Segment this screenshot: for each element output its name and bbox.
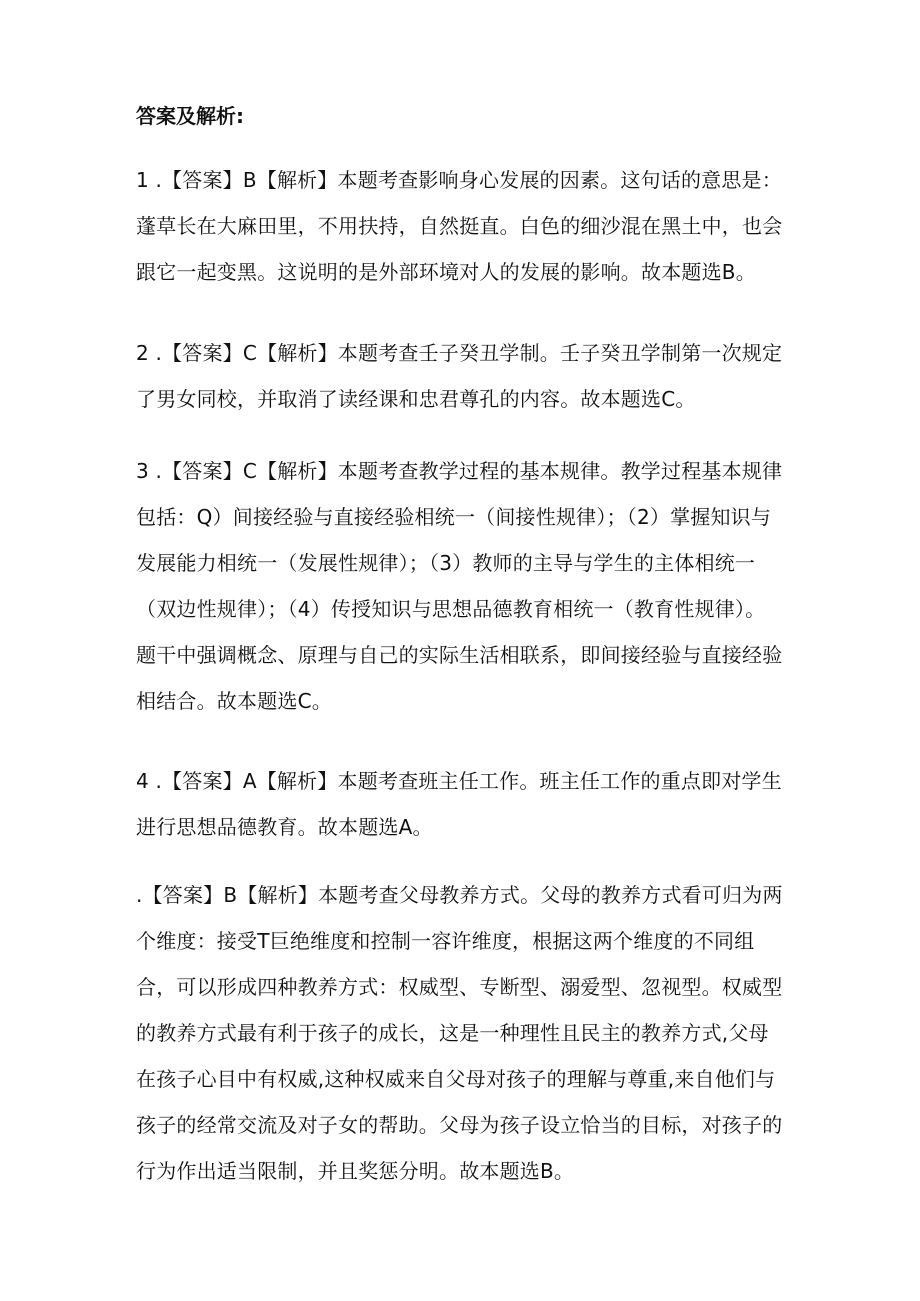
answer-item-5 — [136, 882, 796, 1184]
answer-line: 进行思想品德教育。故本题选A。 — [136, 815, 433, 839]
answer-line: 个维度：接受T巨绝维度和控制一容许维度，根据这两个维度的不同组 — [136, 929, 755, 953]
answer-line: 题干中强调概念、原理与自己的实际生活相联系，即间接经验与直接经验 — [136, 643, 783, 667]
answer-item-1 — [136, 167, 796, 285]
answer-line: .【答案】B【解析】本题考查父母教养方式。父母的教养方式看可归为两 — [136, 883, 783, 907]
answer-line: 发展能力相统一（发展性规律）；（3）教师的主导与学生的主体相统一 — [136, 551, 756, 575]
answer-item-4 — [136, 768, 796, 840]
answer-line: 蓬草长在大麻田里，不用扶持，自然挺直。白色的细沙混在黑土中，也会 — [136, 214, 783, 238]
answer-line: （双边性规律）；（4）传授知识与思想品德教育相统一（教育性规律）。 — [136, 597, 766, 621]
section-heading: 答案及解析: — [136, 104, 244, 128]
answer-line: 3 .【答案】C【解析】本题考查教学过程的基本规律。教学过程基本规律 — [136, 459, 783, 483]
answer-line: 了男女同校，并取消了读经课和忠君尊孔的内容。故本题选C。 — [136, 387, 696, 411]
answer-line: 包括：Q）间接经验与直接经验相统一（间接性规律）；（2）掌握知识与 — [136, 505, 772, 529]
answer-line: 的教养方式最有利于孩子的成长，这是一种理性且民主的教养方式,父母 — [136, 1021, 769, 1045]
answer-item-2 — [136, 340, 796, 412]
answer-line: 在孩子心目中有权威,这种权威来自父母对孩子的理解与尊重,来自他们与 — [136, 1067, 776, 1091]
answer-line: 行为作出适当限制，并且奖惩分明。故本题选B。 — [136, 1159, 575, 1183]
answer-line: 相结合。故本题选C。 — [136, 689, 332, 713]
answer-line: 合，可以形成四种教养方式：权威型、专断型、溺爱型、忽视型。权威型 — [136, 975, 783, 999]
answer-line: 4 .【答案】A【解析】本题考查班主任工作。班主任工作的重点即对学生 — [136, 769, 782, 793]
answer-line: 孩子的经常交流及对子女的帮助。父母为孩子设立恰当的目标，对孩子的 — [136, 1113, 783, 1137]
answer-line: 跟它一起变黑。这说明的是外部环境对人的发展的影响。故本题选B。 — [136, 260, 756, 284]
answer-line: 1 .【答案】B【解析】本题考查影响身心发展的因素。这句话的意思是： — [136, 168, 782, 192]
answer-item-3 — [136, 458, 796, 714]
answer-line: 2 .【答案】C【解析】本题考查壬子癸丑学制。壬子癸丑学制第一次规定 — [136, 341, 783, 365]
